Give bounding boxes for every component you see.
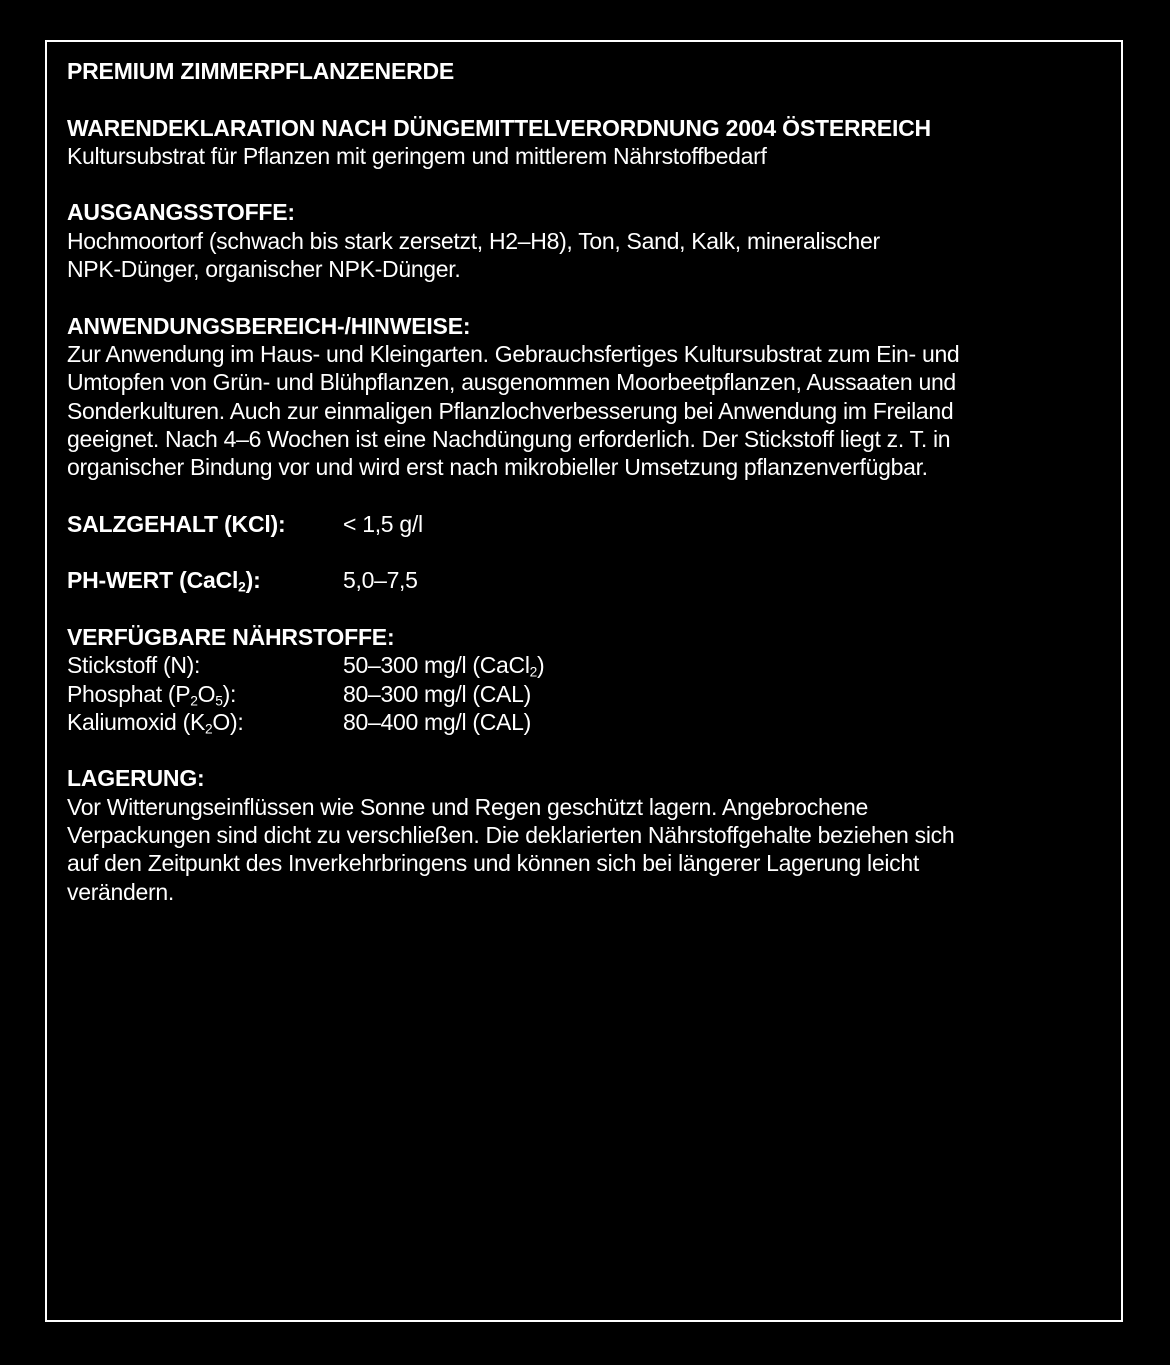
- stickstoff-value: 50–300 mg/l (CaCl$_2$): [343, 652, 545, 680]
- stickstoff-label: Stickstoff (N):: [67, 652, 201, 679]
- lagerung-line: Verpackungen sind dicht zu verschließen. Die deklarierten Nährstoffgehalte beziehen sich: [67, 822, 955, 849]
- ausgangsstoffe-line: Hochmoortorf (schwach bis stark zersetzt, H2–H8), Ton, Sand, Kalk, mineralischer: [67, 227, 880, 254]
- anwendung-line: Umtopfen von Grün- und Blühpflanzen, ausgenommen Moorbeetpflanzen, Aussaaten und: [67, 369, 956, 396]
- ph-label: PH-WERT (CaCl$_2$):: [67, 567, 261, 595]
- anwendung-line: geeignet. Nach 4–6 Wochen ist eine Nachdüngung erforderlich. Der Stickstoff liegt z. T. in: [67, 425, 951, 452]
- salzgehalt-value: < 1,5 g/l: [343, 510, 423, 537]
- anwendung-heading: ANWENDUNGSBEREICH-/HINWEISE:: [67, 312, 471, 339]
- phosphat-row: [67, 680, 1127, 708]
- anwendung-line: organischer Bindung vor und wird erst nach mikrobieller Umsetzung pflanzenverfügbar.: [67, 454, 928, 481]
- stickstoff-row: [67, 651, 1127, 679]
- kalium-value: 80–400 mg/l (CAL): [343, 708, 531, 735]
- kalium-row: [67, 708, 1127, 736]
- phosphat-label: Phosphat $(P_2O_5)$:: [67, 680, 237, 708]
- kalium-label: Kaliumoxid $(K_2O)$:: [67, 708, 244, 737]
- lagerung-heading: LAGERUNG:: [67, 765, 205, 792]
- product-title: PREMIUM ZIMMERPFLANZENERDE: [67, 58, 455, 84]
- phosphat-value: 80–300 mg/l (CAL): [343, 680, 531, 707]
- salzgehalt-row: [67, 510, 1127, 538]
- lagerung-line: Vor Witterungseinflüssen wie Sonne und Regen geschützt lagern. Angebrochene: [67, 793, 868, 820]
- ausgangsstoffe-line: NPK-Dünger, organischer NPK-Dünger.: [67, 256, 461, 283]
- ph-value: 5,0–7,5: [343, 567, 418, 594]
- lagerung-line: verändern.: [67, 878, 174, 905]
- declaration-content: [67, 57, 1127, 906]
- naehrstoffe-heading: VERFÜGBARE NÄHRSTOFFE:: [67, 623, 395, 650]
- declaration-text: Kultursubstrat für Pflanzen mit geringem und mittlerem Nährstoffbedarf: [67, 142, 767, 169]
- lagerung-line: auf den Zeitpunkt des Inverkehrbringens und können sich bei längerer Lagerung leicht: [67, 850, 919, 877]
- ausgangsstoffe-heading: AUSGANGSSTOFFE:: [67, 199, 295, 226]
- salzgehalt-label: SALZGEHALT (KCl):: [67, 510, 286, 537]
- declaration-heading: WARENDEKLARATION NACH DÜNGEMITTELVERORDNUNG 2004 ÖSTERREICH: [67, 114, 931, 141]
- ph-row: [67, 566, 1127, 594]
- anwendung-line: Zur Anwendung im Haus- und Kleingarten. Gebrauchsfertiges Kultursubstrat zum Ein- und: [67, 340, 960, 367]
- anwendung-line: Sonderkulturen. Auch zur einmaligen Pflanzlochverbesserung bei Anwendung im Freiland: [67, 397, 954, 424]
